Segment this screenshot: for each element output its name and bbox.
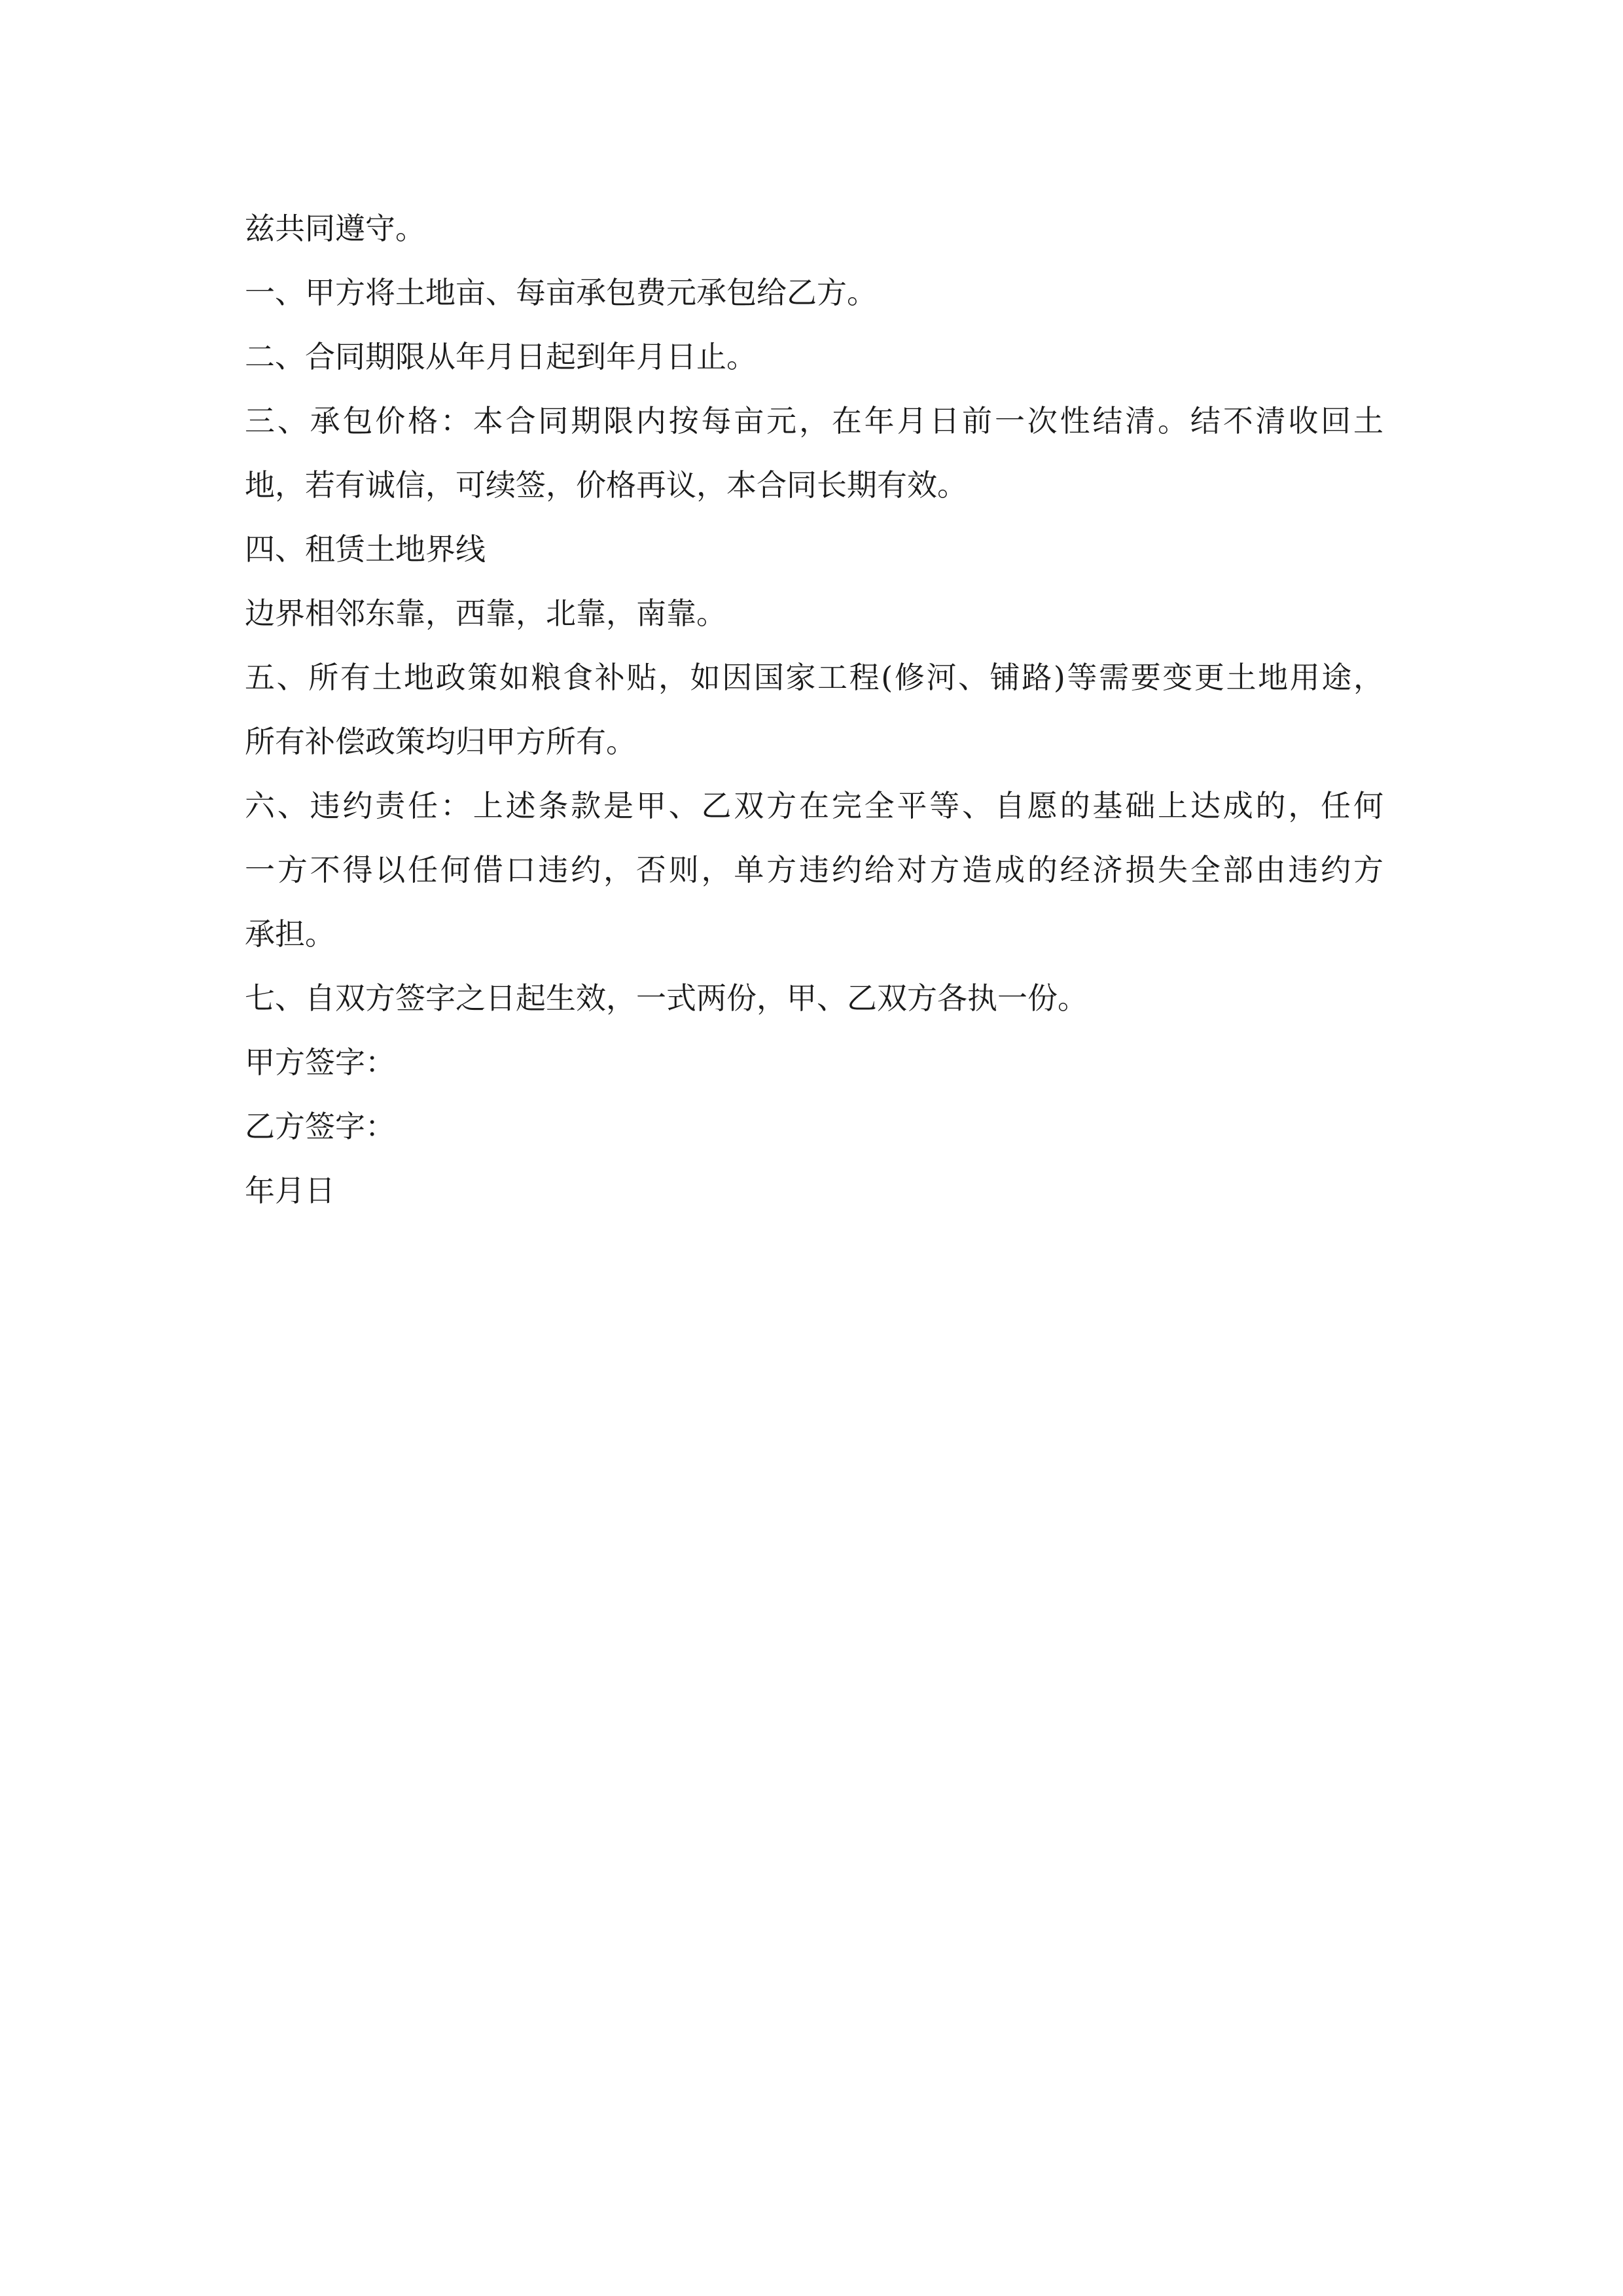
text-line: 承担。 [245,916,335,952]
party-b-signature: 乙方签字： [245,1109,395,1144]
text-line: 兹共同遵守。 [245,211,425,246]
text-line: 六、违约责任：上述条款是甲、乙双方在完全平等、自愿的基础上达成的，任何 [245,788,1383,823]
document-body [245,196,1383,1223]
clause-4: 四、租赁土地界线 [245,531,486,567]
text-line: 一方不得以任何借口违约，否则，单方违约给对方造成的经济损失全部由违约方 [245,852,1383,888]
text-line: 五、所有土地政策如粮食补贴，如因国家工程(修河、铺路)等需要变更土地用途， [245,660,1383,695]
clause-6 [245,774,1383,966]
text-line: 所有补偿政策均归甲方所有。 [245,724,636,759]
clause-2: 二、合同期限从年月日起到年月日止。 [245,339,757,374]
clause-3 [245,389,1383,517]
party-a-signature: 甲方签字： [245,1045,395,1080]
signing-date: 年月日 [245,1173,335,1208]
boundary-line: 边界相邻东靠，西靠，北靠，南靠。 [245,596,726,631]
clause-1: 一、甲方将土地亩、每亩承包费元承包给乙方。 [245,275,877,310]
text-line: 三、承包价格：本合同期限内按每亩元，在年月日前一次性结清。结不清收回土 [245,403,1383,439]
text-line: 地，若有诚信，可续签，价格再议，本合同长期有效。 [245,467,967,503]
clause-7: 七、自双方签字之日起生效，一式两份，甲、乙双方各执一份。 [245,980,1088,1016]
clause-5 [245,645,1383,774]
